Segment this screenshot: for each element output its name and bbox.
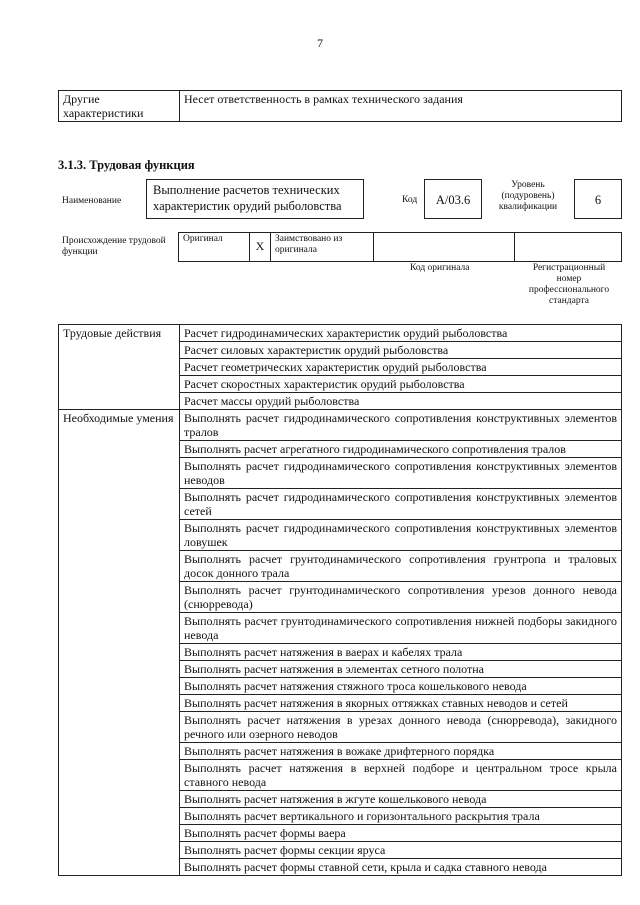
- required-skills-item: Выполнять расчет натяжения в вожаке дрифтерного порядка: [180, 743, 622, 760]
- level-label: Уровень (подуровень) квалификации: [498, 180, 558, 212]
- original-code-cell: [374, 233, 515, 262]
- required-skills-item: Выполнять расчет агрегатного гидродинамического сопротивления тралов: [180, 441, 622, 458]
- other-label: Другие характеристики: [59, 91, 180, 122]
- required-skills-item: Выполнять расчет натяжения в жгуте кошелькового невода: [180, 791, 622, 808]
- required-skills-item: Выполнять расчет грунтодинамического сопротивления грунтропа и траловых досок донного трала: [180, 551, 622, 582]
- required-skills-item: Выполнять расчет натяжения в урезах донного невода (снюрревода), закидного речного или озерного неводов: [180, 712, 622, 743]
- labor-actions-row: [59, 325, 622, 342]
- required-skills-item: Выполнять расчет формы ставной сети, крыла и садка ставного невода: [180, 859, 622, 876]
- page-number: 7: [317, 36, 323, 50]
- required-skills-item: Выполнять расчет натяжения стяжного троса кошелькового невода: [180, 678, 622, 695]
- qualification-level: 6: [574, 179, 622, 219]
- required-skills-item: Выполнять расчет натяжения в элементах сетного полотна: [180, 661, 622, 678]
- name-label: Наименование: [62, 196, 122, 206]
- required-skills-label: Необходимые умения: [59, 410, 180, 876]
- required-skills-item: Выполнять расчет вертикального и горизонтального раскрытия трала: [180, 808, 622, 825]
- origin-table: [178, 232, 622, 262]
- required-skills-item: Выполнять расчет гидродинамического сопротивления конструктивных элементов неводов: [180, 458, 622, 489]
- required-skills-item: Выполнять расчет гидродинамического сопротивления конструктивных элементов сетей: [180, 489, 622, 520]
- section-title: 3.1.3. Трудовая функция: [58, 158, 195, 172]
- registration-caption: Регистрационный номер профессионального стандарта: [528, 263, 610, 306]
- labor-actions-label: Трудовые действия: [59, 325, 180, 410]
- original-cell: Оригинал: [179, 233, 250, 262]
- labor-actions-item: Расчет массы орудий рыболовства: [180, 393, 622, 410]
- required-skills-item: Выполнять расчет грунтодинамического сопротивления нижней подборы закидного невода: [180, 613, 622, 644]
- required-skills-item: Выполнять расчет натяжения в ваерах и кабелях трала: [180, 644, 622, 661]
- original-code-caption: Код оригинала: [410, 263, 470, 273]
- required-skills-item: Выполнять расчет натяжения в верхней подборе и центральном тросе крыла ставного невода: [180, 760, 622, 791]
- origin-label: Происхождение трудовой функции: [62, 236, 166, 257]
- labor-actions-item: Расчет геометрических характеристик орудий рыболовства: [180, 359, 622, 376]
- required-skills-item: Выполнять расчет грунтодинамического сопротивления урезов донного невода (снюрревода): [180, 582, 622, 613]
- required-skills-item: Выполнять расчет формы ваера: [180, 825, 622, 842]
- borrowed-cell: Заимствовано из оригинала: [271, 233, 374, 262]
- function-details-table: [58, 324, 622, 876]
- code-label: Код: [402, 195, 418, 205]
- other-characteristics-table: [58, 90, 622, 122]
- required-skills-item: Выполнять расчет гидродинамического сопротивления конструктивных элементов ловушек: [180, 520, 622, 551]
- labor-actions-item: Расчет гидродинамических характеристик орудий рыболовства: [180, 325, 622, 342]
- function-code: А/03.6: [424, 179, 482, 219]
- function-name: Выполнение расчетов технических характеристик орудий рыболовства: [146, 179, 364, 219]
- required-skills-item: Выполнять расчет натяжения в якорных оттяжках ставных неводов и сетей: [180, 695, 622, 712]
- labor-actions-item: Расчет скоростных характеристик орудий рыболовства: [180, 376, 622, 393]
- required-skills-row: [59, 410, 622, 441]
- required-skills-item: Выполнять расчет гидродинамического сопротивления конструктивных элементов тралов: [180, 410, 622, 441]
- original-mark: X: [250, 233, 271, 262]
- other-value: Несет ответственность в рамках технического задания: [180, 91, 622, 122]
- labor-actions-item: Расчет силовых характеристик орудий рыболовства: [180, 342, 622, 359]
- registration-number-cell: [515, 233, 622, 262]
- required-skills-item: Выполнять расчет формы секции яруса: [180, 842, 622, 859]
